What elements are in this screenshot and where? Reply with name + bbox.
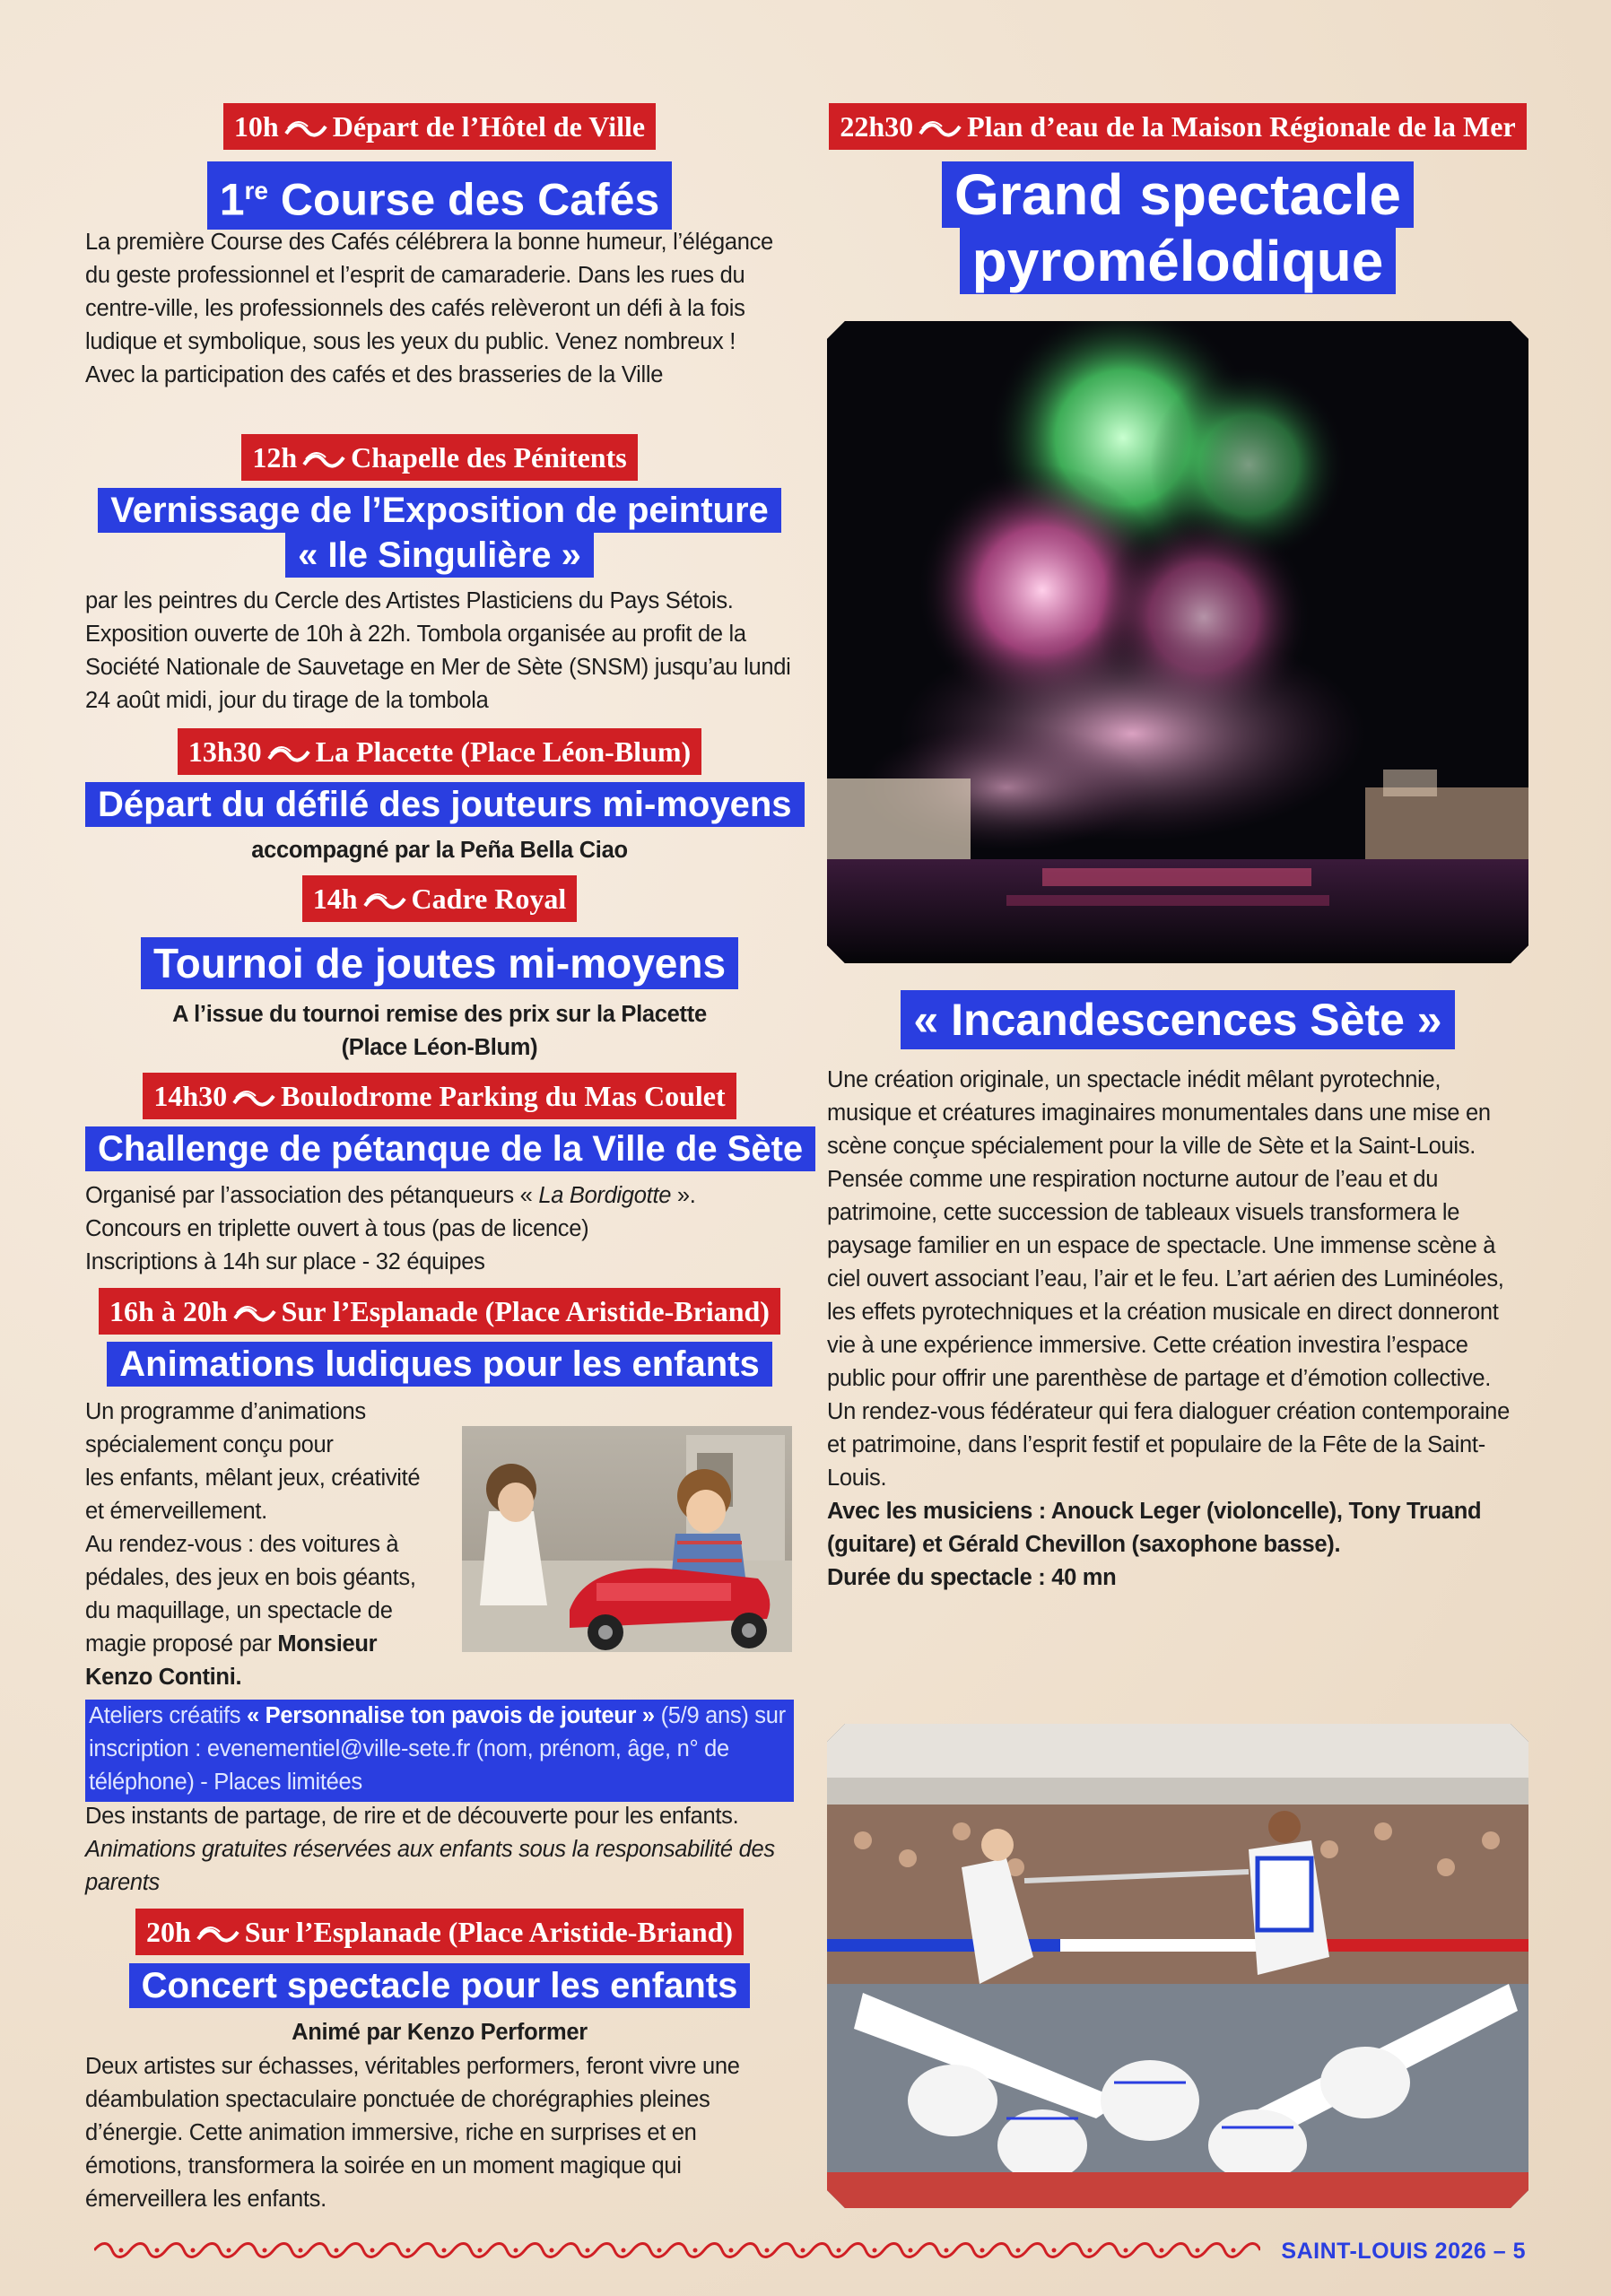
- section-title-concert: Concert spectacle pour les enfants: [85, 1963, 794, 2008]
- ateliers-info-box: Ateliers créatifs « Personnalise ton pavois de jouteur » (5/9 ans) sur inscription : evenementiel@ville-sete.fr (nom, prénom, âge, n° de téléphone) - Places limitées: [85, 1700, 794, 1802]
- wave-icon: [302, 452, 345, 470]
- time-badge-12h: 12h Chapelle des Pénitents: [85, 434, 794, 481]
- animations-closing: Des instants de partage, de rire et de découverte pour les enfants. Animations gratuites réservées aux enfants sous la responsabilité des parents: [85, 1804, 775, 1895]
- section-title-pyromelodique: pyromélodique: [827, 228, 1528, 294]
- wave-icon: [363, 893, 406, 911]
- vernissage-description: par les peintres du Cercle des Artistes Plasticiens du Pays Sétois. Exposition ouverte de 10h à 22h. Tombola organisée au profit de la Société Nationale de Sauvetage en Mer de Sète (SNSM) jusqu’au lundi 24 août midi, jour du tirage de la tombola: [85, 588, 791, 713]
- time-badge-20h: 20h Sur l’Esplanade (Place Aristide-Briand): [85, 1909, 794, 1955]
- kids-car-photo: [462, 1426, 792, 1652]
- section-title-incandescences: « Incandescences Sète »: [827, 990, 1528, 1049]
- concert-description: Deux artistes sur échasses, véritables performers, feront vivre une déambulation spectaculaire ponctuée de chorégraphies pleines d’énergie. Cette animation immersive, riche en surprises et en émotions, transformera la soirée en un moment magique qui émerveillera les enfants.: [85, 2054, 740, 2212]
- wave-icon: [196, 1926, 239, 1944]
- footer-wave-ornament: [94, 2239, 1260, 2261]
- time-badge-22h30: 22h30 Plan d’eau de la Maison Régionale de la Mer: [827, 103, 1528, 150]
- section-title-defile: Départ du défilé des jouteurs mi-moyens: [85, 782, 794, 827]
- section-title-course-cafes: 1re Course des Cafés: [85, 161, 794, 230]
- section-title-ile-singuliere: « Ile Singulière »: [85, 533, 794, 578]
- course-cafes-description: La première Course des Cafés célébrera la bonne humeur, l’élégance du geste professionnel et l’esprit de camaraderie. Dans les rues du centre-ville, les professionnels des cafés relèveront un défi à la fois ludique et symbolique, sous les yeux du public. Venez nombreux ! Avec la participation des cafés et des brasseries de la Ville: [85, 230, 773, 387]
- concert-subtitle: Animé par Kenzo Performer: [292, 2020, 588, 2045]
- page-footer: SAINT-LOUIS 2026 – 5: [1281, 2239, 1526, 2264]
- wave-icon: [233, 1306, 276, 1324]
- time-badge-14h30: 14h30 Boulodrome Parking du Mas Coulet: [85, 1073, 794, 1119]
- section-title-grand-spectacle: Grand spectacle: [827, 161, 1528, 228]
- wave-icon: [267, 746, 310, 764]
- petanque-description: Organisé par l’association des pétanqueurs « La Bordigotte ». Concours en triplette ouvert à tous (pas de licence) Inscriptions à 14h sur place - 32 équipes: [85, 1183, 696, 1274]
- time-badge-13h30: 13h30 La Placette (Place Léon-Blum): [85, 728, 794, 775]
- joutes-photo: [827, 1724, 1528, 2208]
- time-badge-16h-20h: 16h à 20h Sur l’Esplanade (Place Aristide-Briand): [85, 1288, 794, 1335]
- section-title-petanque: Challenge de pétanque de la Ville de Sète: [85, 1126, 794, 1171]
- wave-icon: [919, 121, 962, 139]
- wave-icon: [232, 1091, 275, 1109]
- wave-icon: [284, 121, 327, 139]
- section-title-animations: Animations ludiques pour les enfants: [85, 1342, 794, 1387]
- animations-description: Un programme d’animations spécialement conçu pour les enfants, mêlant jeux, créativité et émerveillement. Au rendez-vous : des voitures à pédales, des jeux en bois géants, du maquillage, un spectacle de magie proposé par Monsieur Kenzo Contini.: [85, 1399, 421, 1690]
- section-title-vernissage: Vernissage de l’Exposition de peinture: [85, 488, 794, 533]
- defile-subtitle: accompagné par la Peña Bella Ciao: [251, 838, 628, 863]
- tournoi-subtitle: A l’issue du tournoi remise des prix sur la Placette (Place Léon-Blum): [172, 1002, 707, 1060]
- section-title-tournoi: Tournoi de joutes mi-moyens: [85, 937, 794, 989]
- time-badge-10h: 10h Départ de l’Hôtel de Ville: [85, 103, 794, 150]
- time-badge-14h: 14h Cadre Royal: [85, 875, 794, 922]
- spectacle-description: Une création originale, un spectacle inédit mêlant pyrotechnie, musique et créatures imaginaires monumentales dans une mise en scène conçue spécialement pour la ville de Sète et la Saint-Louis. Pensée comme une respiration nocturne autour de l’eau et du patrimoine, cette succession de tableaux visuels transformera le paysage familier en un espace de spectacle. Une immense scène à ciel ouvert associant l’eau, l’air et le feu. L’art aérien des Luminéoles, les effets pyrotechniques et la création musicale en direct donneront vie à une expérience immersive. Cette création investira l’espace public pour offrir une parenthèse de partage et d’émotion collective. Un rendez-vous fédérateur qui fera dialoguer création contemporaine et patrimoine, dans l’esprit festif et populaire de la Fête de la Saint-Louis. Avec les musiciens : Anouck Leger (violoncelle), Tony Truand (guitare) et Gérald Chevillon (saxophone basse). Durée du spectacle : 40 mn: [827, 1067, 1510, 1590]
- fireworks-photo: [827, 321, 1528, 963]
